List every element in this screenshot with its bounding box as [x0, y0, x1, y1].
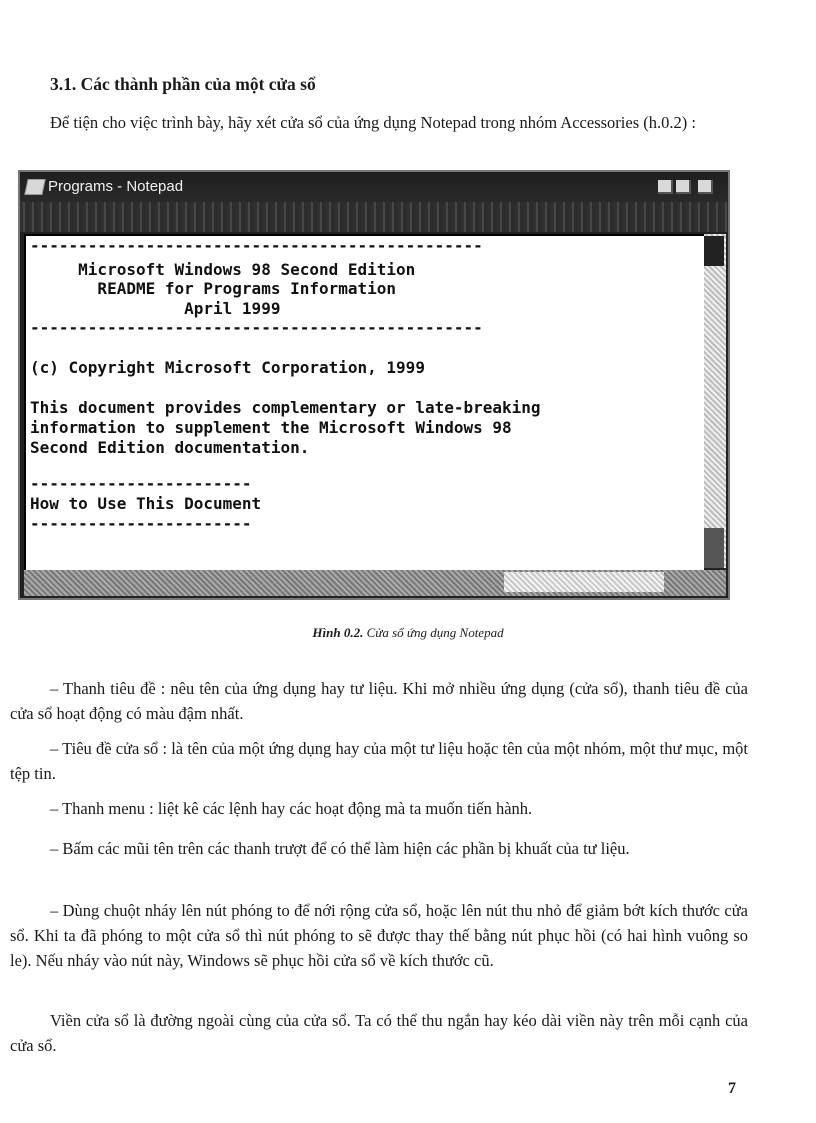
- paragraph: – Dùng chuột nháy lên nút phóng to để nới rộng cửa sổ, hoặc lên nút thu nhỏ để giảm bớt kích thước cửa sổ. Khi ta đã phóng to một cửa sổ thì nút phóng to sẽ được thay thế bằng nút phục hồi (có hai hình vuông so le). Nếu nháy vào nút này, Windows sẽ phục hồi cửa sổ về kích thước cũ.: [10, 901, 748, 970]
- close-button[interactable]: [698, 180, 713, 194]
- paragraph: – Thanh tiêu đề : nêu tên của ứng dụng hay tư liệu. Khi mở nhiều ứng dụng (cửa sổ), thanh tiêu đề của cửa sổ hoạt động có màu đậm nhất.: [10, 679, 748, 723]
- maximize-button[interactable]: [676, 180, 691, 194]
- text-line: (c) Copyright Microsoft Corporation, 1999: [30, 358, 425, 377]
- notepad-window: [18, 170, 730, 600]
- scroll-up-arrow[interactable]: [704, 236, 724, 266]
- menu-bar[interactable]: [20, 202, 728, 232]
- paragraph: – Tiêu đề cửa sổ : là tên của một ứng dụng hay của một tư liệu hoặc tên của một nhóm, một thư mục, một tệp tin.: [10, 739, 748, 783]
- figure-caption-text: Cửa sổ ứng dụng Notepad: [366, 625, 504, 640]
- window-title: Programs - Notepad: [48, 178, 184, 195]
- paragraph: – Thanh menu : liệt kê các lệnh hay các hoạt động mà ta muốn tiến hành.: [50, 799, 533, 818]
- notepad-app-icon: [24, 179, 45, 195]
- text-line: -----------------------: [30, 514, 252, 533]
- horizontal-scrollbar[interactable]: [24, 570, 726, 596]
- figure-label: Hình 0.2.: [312, 625, 364, 640]
- horizontal-scroll-thumb[interactable]: [504, 572, 664, 592]
- text-line: -----------------------------------------------: [30, 318, 483, 337]
- window-title-bar: [20, 172, 728, 202]
- section-heading: 3.1. Các thành phần của một cửa sổ: [50, 74, 316, 94]
- page-number: 7: [728, 1080, 736, 1097]
- text-line: Microsoft Windows 98 Second Edition: [30, 260, 416, 279]
- text-line: This document provides complementary or late-breaking: [30, 398, 541, 417]
- paragraph: Viền cửa sổ là đường ngoài cùng của cửa sổ. Ta có thể thu ngắn hay kéo dài viền này trên mỗi cạnh của cửa sổ.: [10, 1011, 748, 1055]
- text-line: README for Programs Information: [30, 279, 397, 298]
- figure-caption: [0, 625, 816, 641]
- paragraph: – Bấm các mũi tên trên các thanh trượt để có thể làm hiện các phần bị khuất của tư liệu.: [50, 839, 630, 858]
- text-line: Second Edition documentation.: [30, 438, 310, 457]
- text-line: -----------------------------------------------: [30, 236, 483, 255]
- notepad-text-area[interactable]: [24, 234, 704, 570]
- scroll-down-arrow[interactable]: [704, 528, 724, 568]
- minimize-button[interactable]: [658, 180, 673, 194]
- text-line: How to Use This Document: [30, 494, 262, 513]
- vertical-scrollbar[interactable]: [704, 234, 726, 568]
- intro-paragraph: Để tiện cho việc trình bày, hãy xét cửa sổ của ứng dụng Notepad trong nhóm Accessories (h.0.2) :: [50, 113, 696, 132]
- text-line: information to supplement the Microsoft Windows 98: [30, 418, 512, 437]
- text-line: April 1999: [30, 299, 281, 318]
- text-line: -----------------------: [30, 474, 252, 493]
